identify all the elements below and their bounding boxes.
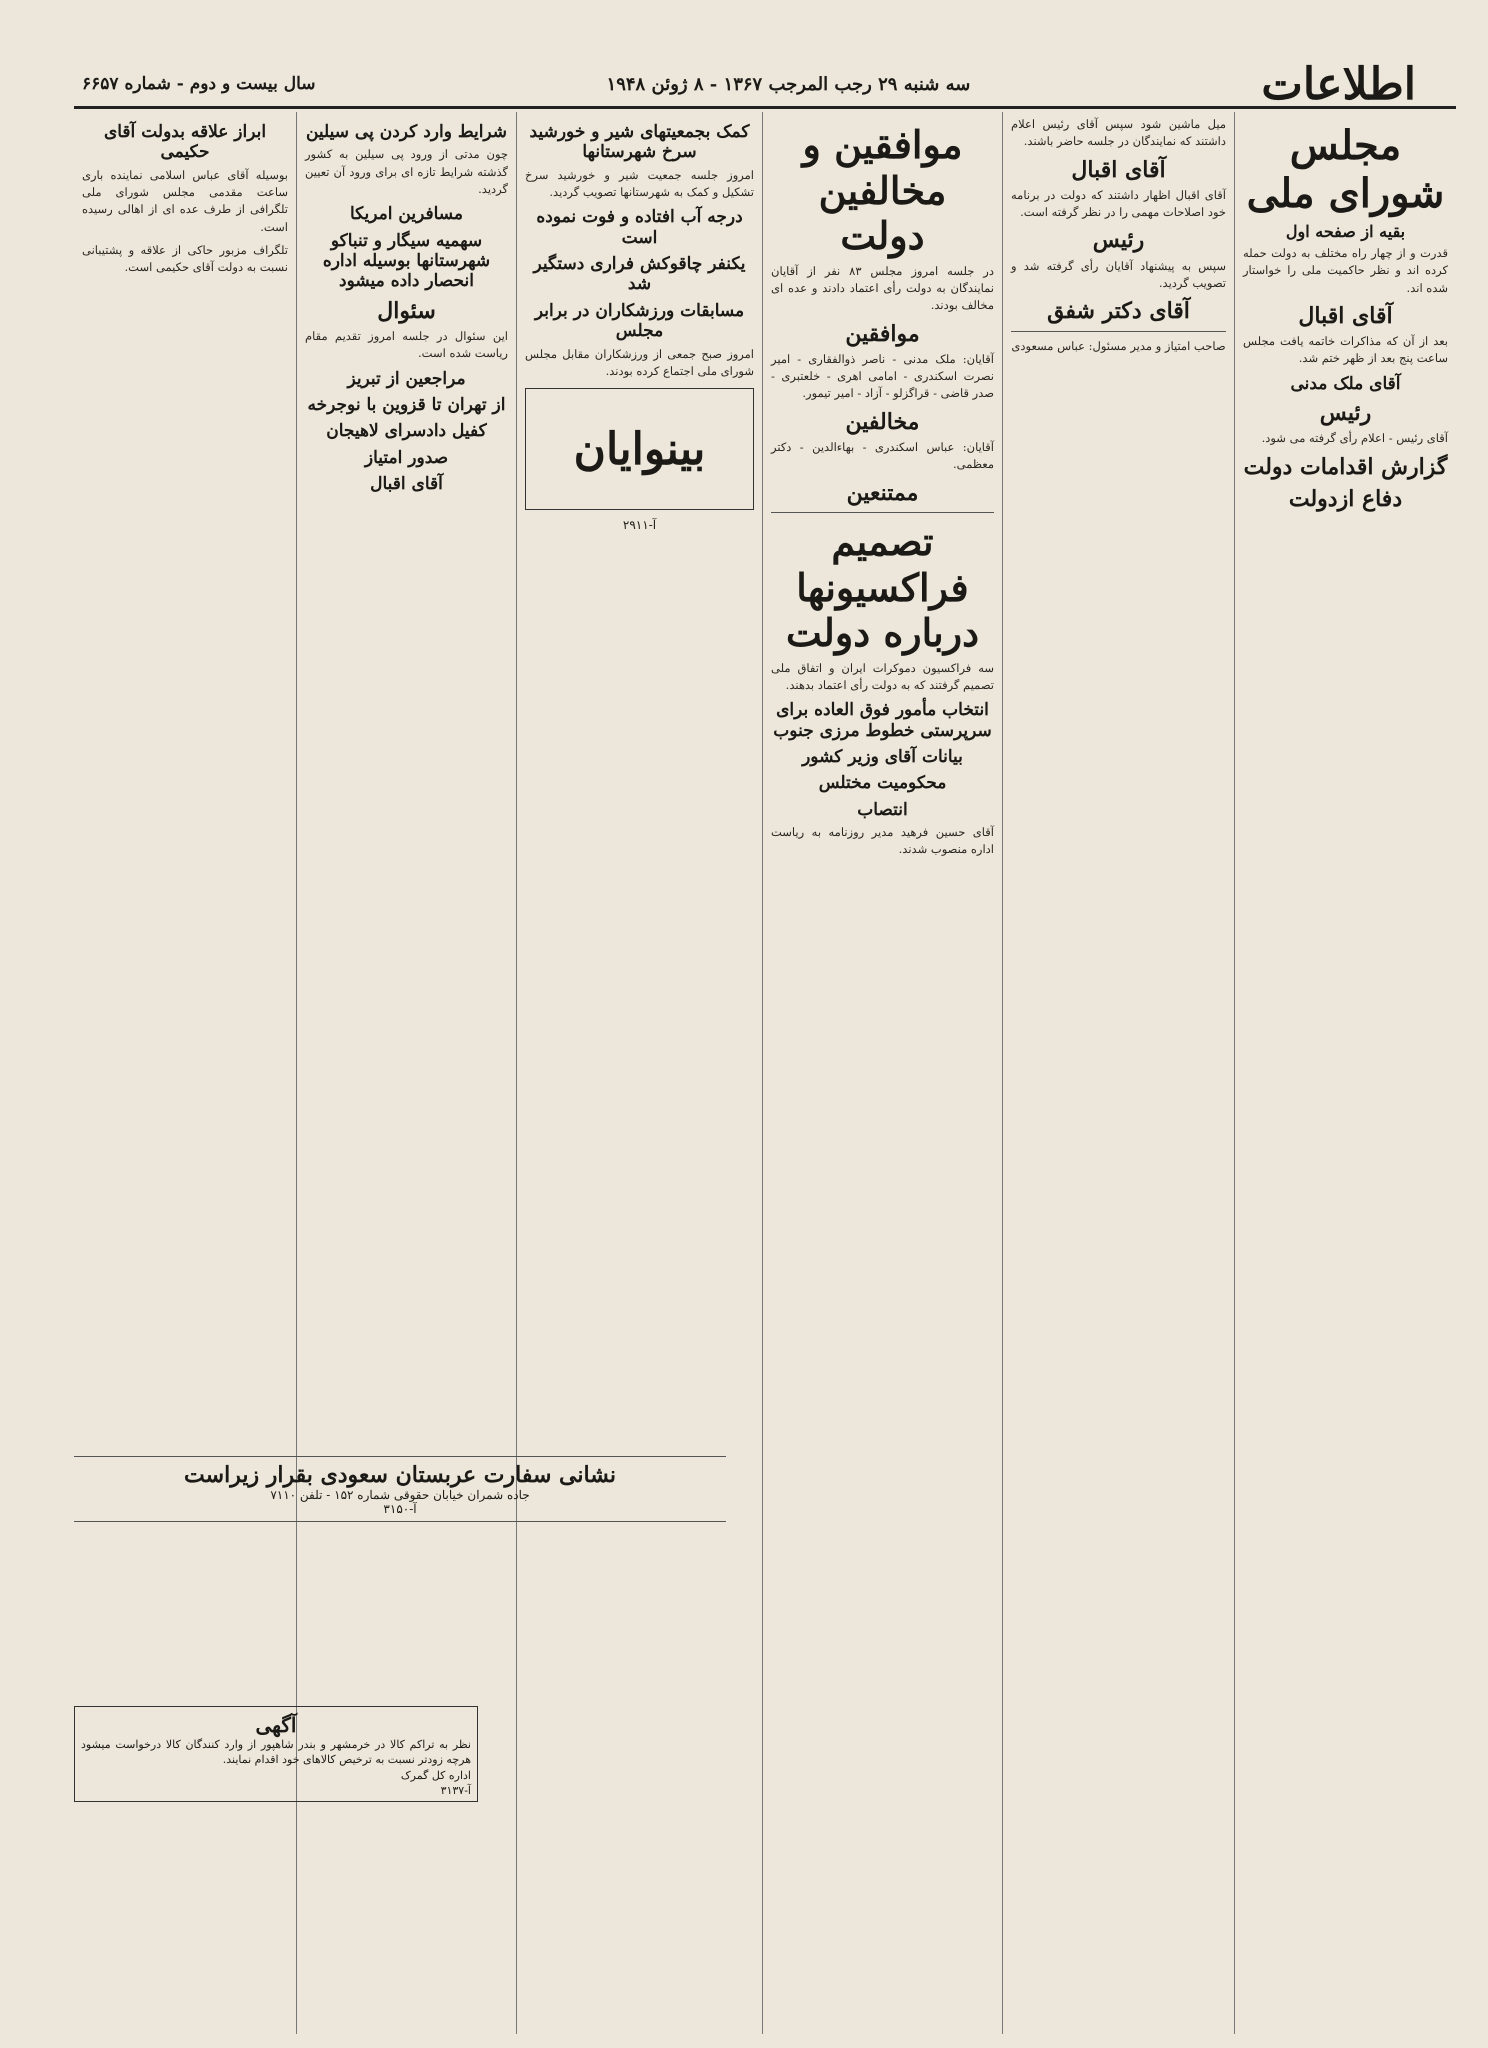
col3-paragraph-4: سه فراکسیون دموکرات ایران و اتفاق ملی تصمیم گرفتند که به دولت رأی اعتماد بدهند. [771, 660, 994, 692]
col5-heading-safar: مسافرین امریکا [349, 204, 464, 225]
col3-divider [771, 512, 994, 513]
col4-heading-chagu: یکنفر چاقوکش فراری دستگیر شد [533, 254, 746, 295]
col3-heading-mahkumiyat: محکومیت مختلس [818, 773, 947, 794]
col1-heading-defa: دفاع ازدولت [1288, 486, 1403, 513]
col3-heading-bayanat: بیانات آقای وزیر کشور [802, 747, 963, 768]
col4-heading-mosabeqat: مسابقات ورزشکاران در برابر مجلس [534, 300, 745, 342]
col6-paragraph-2: تلگراف مزبور حاکی از علاقه و پشتیبانی نسبت به دولت آقای حکیمی است. [82, 242, 288, 275]
col3-second-title: تصمیم فراکسیونها درباره دولت [785, 518, 980, 656]
col3-paragraph-2: آقایان: ملک مدنی - ناصر ذوالفقاری - امیر نصرت اسکندری - امامی اهری - خلعتبری - صدر قاضی - قراگزلو - آزاد - امیر تیمور. [771, 351, 994, 401]
col5-heading-dadsara: کفیل دادسرای لاهیجان [326, 421, 487, 442]
embassy-banner-title: نشانی سفارت عربستان سعودی بقرار زیراست [184, 1462, 616, 1488]
col2-paragraph-3: سپس به پیشنهاد آقایان رأی گرفته شد و تصویب گردید. [1011, 258, 1226, 291]
col5-paragraph-2: این سئوال در جلسه امروز تقدیم مقام ریاست شده است. [305, 329, 508, 361]
col3-paragraph-1: در جلسه امروز مجلس ۸۳ نفر از آقایان نمایندگان به دولت رأی اعتماد دادند و عده ای مخالف بودند. [771, 263, 994, 313]
column-1 [1234, 112, 1456, 2034]
col5-heading-sadur: صدور امتیاز [364, 447, 449, 468]
col6-heading-ebraz: ابراز علاقه بدولت آقای حکیمی [103, 122, 267, 163]
customs-ad-sign: اداره کل گمرک [400, 1768, 471, 1782]
col4-heading-dargah: درجه آب افتاده و فوت نموده است [536, 207, 743, 248]
col5-heading-iqbal: آقای اقبال [370, 474, 443, 495]
col3-heading-entesab: انتصاب [857, 799, 908, 820]
embassy-banner-code: آ-۳۱۵۰ [383, 1502, 417, 1516]
column-3 [762, 112, 1002, 2034]
column-4 [516, 112, 762, 2034]
col6-paragraph-1: بوسیله آقای عباس اسلامی نماینده باری ساعت مقدمی مجلس شورای ملی تلگرافی از طرف عده ای از اهالی رسیده است. [82, 167, 288, 234]
paper-name: اطلاعات [1261, 58, 1416, 110]
customs-ad-title: آگهی [255, 1713, 297, 1737]
col1-heading-rais: رئیس [1319, 400, 1372, 427]
col3-heading-engekhab: انتخاب مأمور فوق العاده برای سرپرستی خطوط مرزی جنوب [773, 700, 992, 741]
year-issue: سال بیست و دوم - شماره ۶۶۵۷ [82, 74, 316, 94]
col5-heading-soal: سئوال [377, 297, 436, 324]
col5-heading-sehame: سهمیه سیگار و تنباکو شهرستانها بوسیله اداره انحصار داده میشود [322, 230, 491, 292]
embassy-banner-address: جاده شمران خیابان حقوقی شماره ۱۵۲ - تلفن ۷۱۱۰ [270, 1488, 530, 1502]
col1-heading-malek: آقای ملک مدنی [1290, 373, 1401, 394]
binavayan-logo [525, 388, 754, 510]
masthead [74, 58, 1456, 110]
col3-paragraph-3: آقایان: عباس اسکندری - بهاءالدین - دکتر معظمی. [771, 440, 994, 472]
col5-heading-moraje: مراجعین از تبریز [347, 368, 466, 389]
col2-heading-rais: رئیس [1092, 227, 1145, 254]
col2-publisher-line: صاحب امتیاز و مدیر مسئول: عباس مسعودی [1011, 338, 1226, 353]
col3-heading-mokhalefin: مخالفین [845, 408, 920, 435]
majlis-subtitle: بقیه از صفحه اول [1285, 222, 1406, 241]
col3-heading-movafeqin: موافقین [845, 320, 920, 347]
col2-heading-doctor: آقای دکتر شفق [1047, 298, 1190, 325]
col1-heading-iqbal: آقای اقبال [1298, 302, 1393, 329]
col2-paragraph-1: میل ماشین شود سپس آقای رئیس اعلام داشتند که نمایندگان در جلسه حاضر باشند. [1011, 117, 1226, 149]
majlis-title: مجلس شورای ملی [1246, 122, 1445, 217]
embassy-banner [74, 1456, 726, 1522]
customs-ad-text: نظر به تراکم کالا در خرمشهر و بندر شاهپور از وارد کنندگان کالا درخواست میشود هرچه زودتر نسبت به ترخیص کالاهای خود اقدام نمایند. [81, 1738, 471, 1767]
binavayan-logo-text: بینوایان [573, 423, 706, 475]
col2-divider [1011, 331, 1226, 332]
col1-heading-gozaresh: گزارش اقدامات دولت [1243, 453, 1448, 480]
col5-paragraph-1: چون مدتی از ورود پی سیلین به کشور گذشته شرایط تازه ای برای ورود آن تعیین گردید. [305, 147, 508, 196]
customs-ad [74, 1706, 478, 1802]
col1-paragraph-2: بعد از آن که مذاکرات خاتمه یافت مجلس ساعت پنج بعد از ظهر ختم شد. [1243, 334, 1448, 366]
col1-paragraph-3: آقای رئیس - اعلام رأی گرفته می شود. [1261, 431, 1448, 446]
col2-paragraph-2: آقای اقبال اظهار داشتند که دولت در برنامه خود اصلاحات مهمی را در نظر گرفته است. [1011, 187, 1226, 220]
col3-paragraph-5: آقای حسین فرهید مدیر روزنامه به ریاست اداره منصوب شدند. [771, 825, 994, 857]
col4-paragraph-2: امروز صبح جمعی از ورزشکاران مقابل مجلس شورای ملی اجتماع کرده بودند. [525, 346, 754, 378]
col4-heading-komak: کمک بجمعیتهای شیر و خورشید سرخ شهرستانها [529, 122, 750, 163]
date-line: سه شنبه ۲۹ رجب المرجب ۱۳۶۷ - ۸ ژوئن ۱۹۴۸ [606, 73, 971, 95]
col4-paragraph-1: امروز جلسه جمعیت شیر و خورشید سرخ تشکیل و کمک به شهرستانها تصویب گردید. [525, 167, 754, 200]
col3-main-title: موافقین و مخالفین دولت [802, 122, 963, 259]
col5-heading-sharayet: شرایط وارد کردن پی سیلین [305, 122, 508, 142]
col5-heading-tahran: از تهران تا قزوین با نوجرخه [307, 394, 506, 415]
col3-heading-momtanein: ممتنعین [846, 479, 919, 506]
col2-heading-iqbal: آقای اقبال [1071, 156, 1166, 183]
column-2 [1002, 112, 1234, 2034]
customs-ad-code: آ-۳۱۳۷ [440, 1784, 471, 1798]
col1-paragraph-1: قدرت و از چهار راه مختلف به دولت حمله کرده اند و نظر حاکمیت ملی را خواستار شده اند. [1243, 246, 1448, 295]
col4-ad-code: آ-۲۹۱۱ [622, 518, 657, 533]
